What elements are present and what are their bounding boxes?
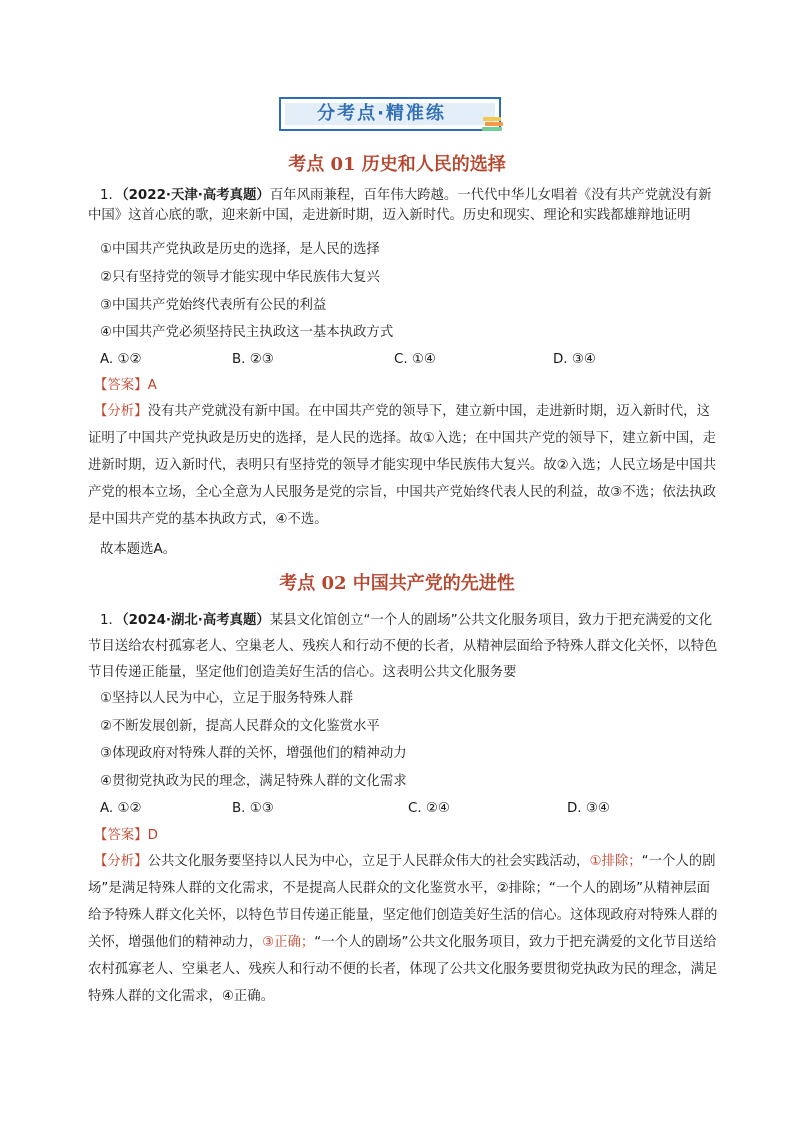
answer-label: 【答案】 — [94, 828, 148, 843]
analysis-text-1: 公共文化服务要坚持以人民为中心，立足于人民群众伟大的社会实践活动， — [147, 854, 590, 869]
question-stem-01 — [88, 186, 718, 226]
choice-c: C. ②④ — [408, 801, 450, 816]
analysis-mark-2: ②排除； — [496, 881, 549, 896]
option-3: ③中国共产党始终代表所有公民的利益 — [100, 298, 327, 313]
question-stem-02 — [88, 608, 718, 686]
option-2: ②不断发展创新，提高人民群众的文化鉴赏水平 — [100, 719, 380, 734]
analysis-text-3: “一个人的剧场”从精神层面给予特殊人群文化关怀，以特色节目传递正能量，坚定他们创造美好生活的信心。这体现政府对特殊人群的关怀，增强他们的精神动力， — [88, 881, 718, 950]
question-stem-text: 某县文化馆创立“一个人的剧场”公共文化服务项目，致力于把充满爱的文化节目送给农村孤寡老人、空巢老人、残疾人和行动不便的长者，从精神层面给予特殊人群文化关怀，以特色节目传递正能量，坚定他们创造美好生活的信心。这表明公共文化服务要 — [88, 613, 718, 680]
choice-d: D. ③④ — [553, 352, 596, 367]
analysis-text-4: “一个人的剧场”公共文化服务项目，致力于把充满爱的文化节目送给农村孤寡老人、空巢老人、残疾人和行动不便的长者，体现了公共文化服务要贯彻党执政为民的理念，满足特殊人群的文化需求，④正确。 — [88, 935, 718, 1004]
option-4: ④贯彻党执政为民的理念，满足特殊人群的文化需求 — [100, 774, 407, 789]
analysis-mark-1: ①排除； — [589, 854, 642, 869]
analysis-label: 【分析】 — [94, 854, 148, 869]
analysis-paragraph-02 — [88, 848, 718, 1010]
answer-line — [94, 826, 158, 846]
question-source: （2022·天津·高考真题） — [121, 188, 270, 203]
option-4: ④中国共产党必须坚持民主执政这一基本执政方式 — [100, 325, 394, 340]
conclusion: 故本题选A。 — [100, 542, 177, 557]
answer-choices — [100, 799, 700, 819]
analysis-paragraph-01 — [88, 398, 718, 533]
answer-value: A — [147, 378, 157, 393]
section-banner — [279, 97, 506, 133]
analysis-mark-3: ③正确； — [262, 935, 315, 950]
question-source: （2024·湖北·高考真题） — [121, 613, 270, 628]
analysis-text-2: “一个人的剧场”是满足特殊人群的文化需求，不是提高人民群众的文化鉴赏水平， — [88, 854, 716, 896]
section-title-01: 考点 01 历史和人民的选择 — [288, 154, 506, 175]
choice-c: C. ①④ — [394, 352, 436, 367]
question-stem-text: 百年风雨兼程，百年伟大跨越。一代代中华儿女唱着《没有共产党就没有新中国》这首心底的歌，迎来新中国，走进新时期，迈入新时代。历史和现实、理论和实践都雄辩地证明 — [88, 188, 712, 223]
choice-d: D. ③④ — [567, 801, 610, 816]
banner-title: 分考点·精准练 — [317, 103, 446, 124]
choice-b: B. ①③ — [232, 801, 274, 816]
choice-b: B. ②③ — [232, 352, 274, 367]
section-title-02: 考点 02 中国共产党的先进性 — [279, 573, 515, 594]
analysis-label: 【分析】 — [94, 404, 148, 419]
answer-line — [94, 376, 157, 396]
choice-a: A. ①② — [100, 352, 142, 367]
answer-choices — [100, 350, 700, 370]
analysis-text: 没有共产党就没有新中国。在中国共产党的领导下，建立新中国，走进新时期，迈入新时代，这证明了中国共产党执政是历史的选择，是人民的选择。故①入选；在中国共产党的领导下，建立新中国，走进新时期，迈入新时代，表明只有坚持党的领导才能实现中华民族伟大复兴。故②入选；人民立场是中国共产党的根本立场，全心全意为人民服务是党的宗旨，中国共产党始终代表人民的利益，故③不选；依法执政是中国共产党的基本执政方式，④不选。 — [88, 404, 716, 527]
option-2: ②只有坚持党的领导才能实现中华民族伟大复兴 — [100, 270, 380, 285]
answer-value: D — [147, 828, 158, 843]
option-3: ③体现政府对特殊人群的关怀，增强他们的精神动力 — [100, 746, 407, 761]
option-1: ①坚持以人民为中心，立足于服务特殊人群 — [100, 691, 354, 706]
question-number: 1． — [100, 188, 122, 203]
answer-label: 【答案】 — [94, 378, 148, 393]
question-number: 1． — [100, 613, 122, 628]
option-1: ①中国共产党执政是历史的选择，是人民的选择 — [100, 242, 380, 257]
books-icon — [480, 113, 506, 133]
choice-a: A. ①② — [100, 801, 142, 816]
